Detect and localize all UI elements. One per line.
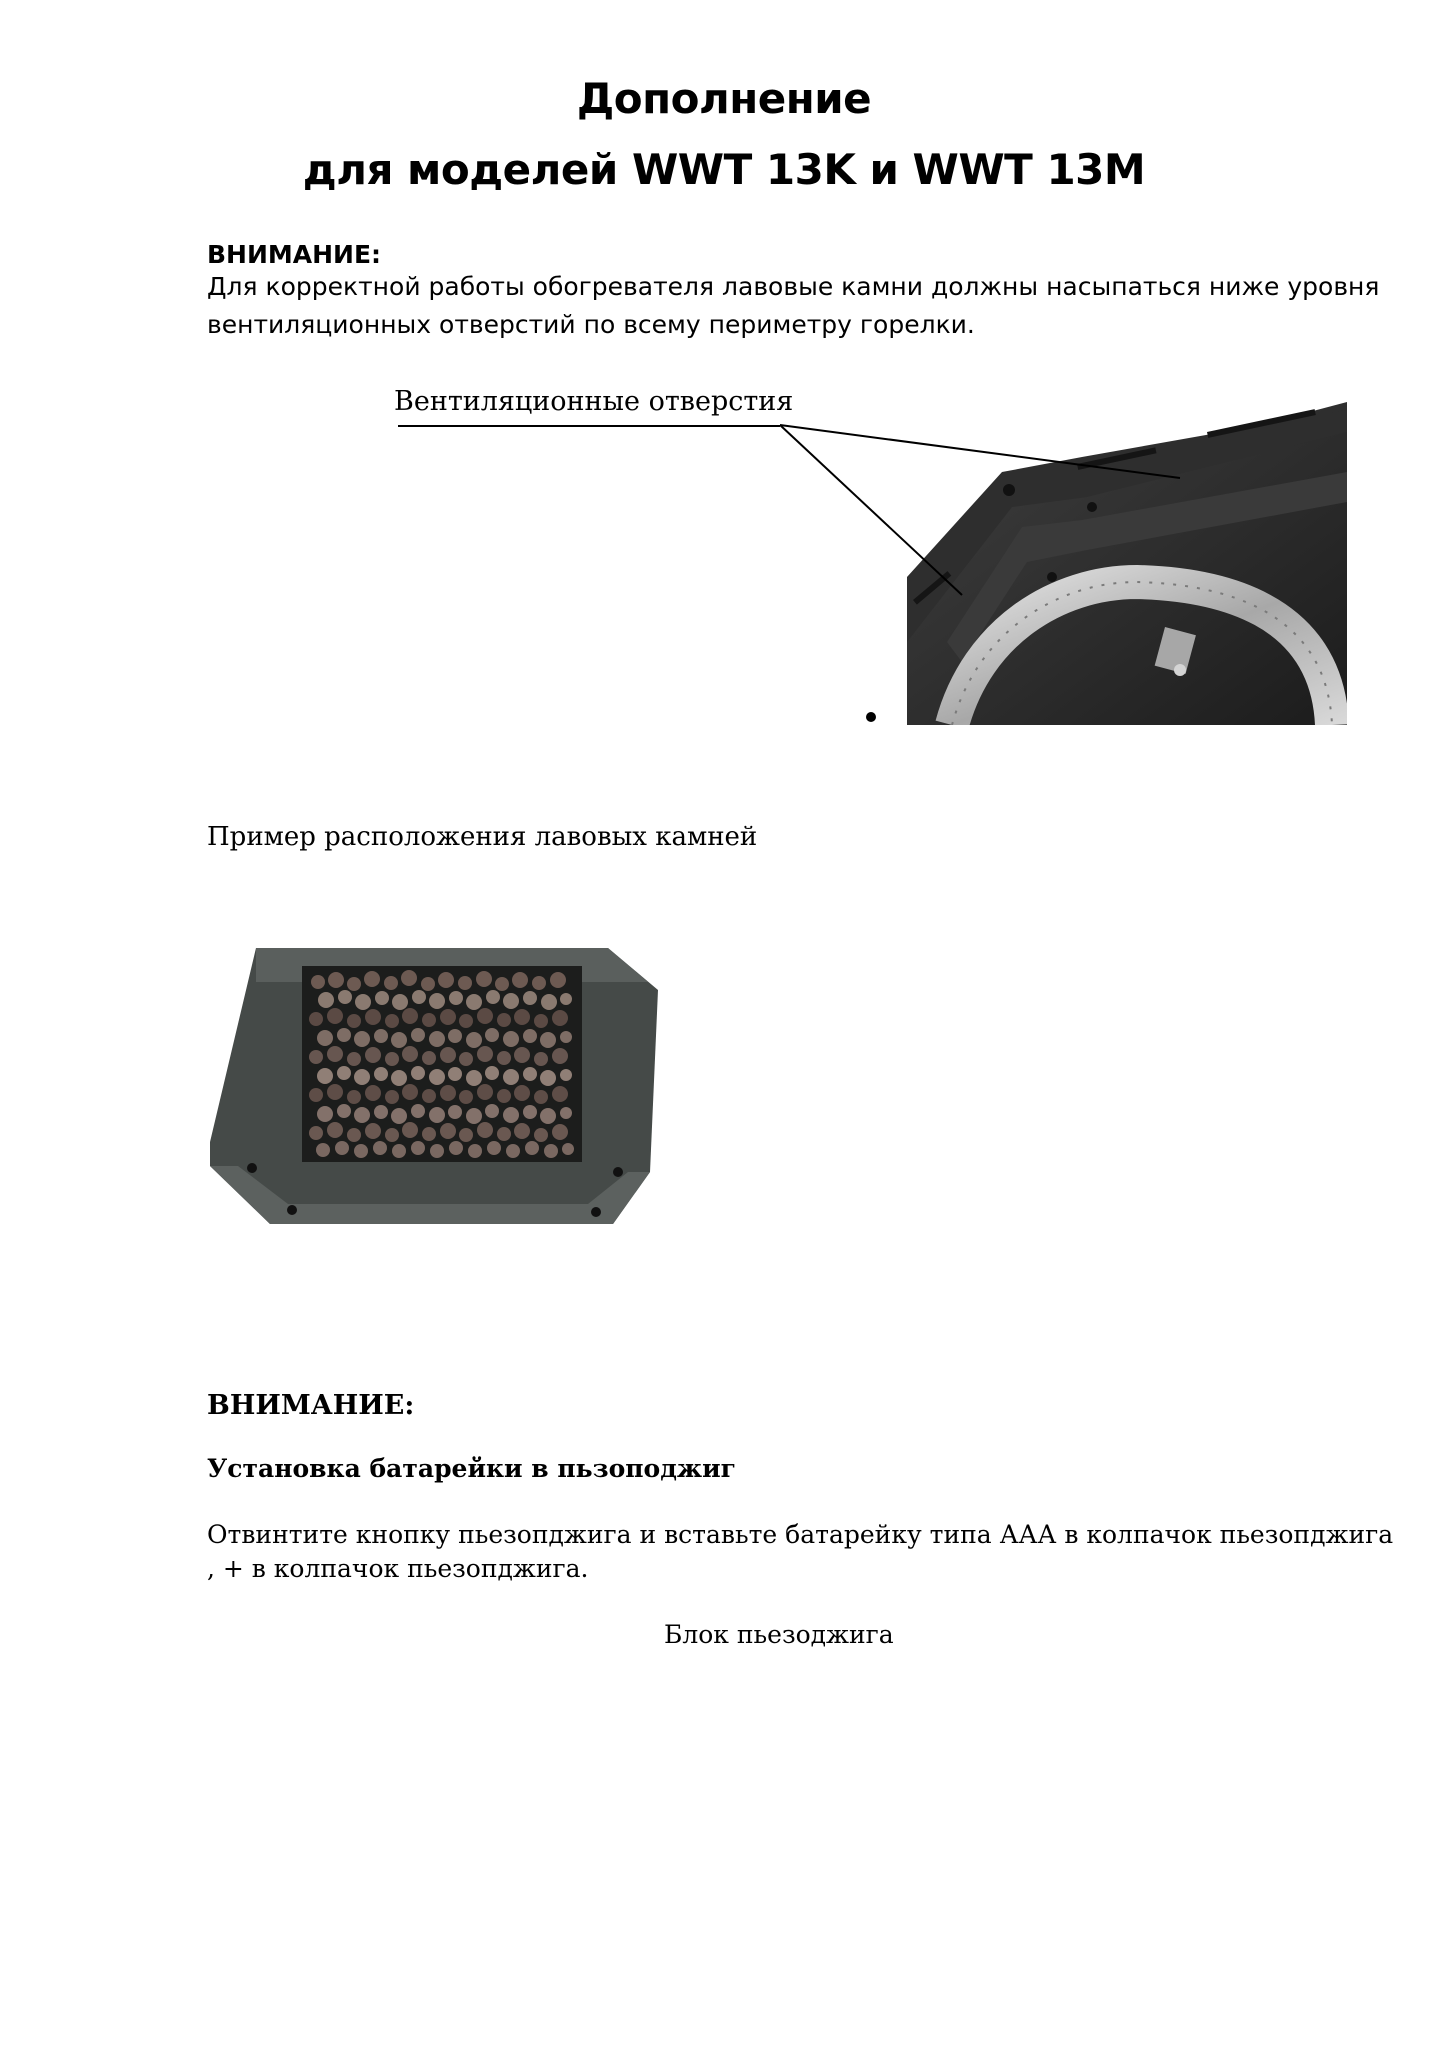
lava-stones-caption: Пример расположения лавовых камней xyxy=(207,822,758,852)
document-title-line1: Дополнение xyxy=(576,74,872,123)
bullet-mark xyxy=(866,712,876,722)
document-title-line2: для моделей WWT 13K и WWT 13M xyxy=(302,145,1146,194)
battery-instructions-line-1: Отвинтите кнопку пьезопджига и вставьте батарейку типа ААА в колпачок пьезопджига xyxy=(207,1520,1394,1549)
warning-line-1: Для корректной работы обогревателя лавовые камни должны насыпаться ниже уровня xyxy=(207,272,1380,301)
battery-instructions xyxy=(207,1518,1394,1586)
piezo-block-label: Блок пьезоджига xyxy=(664,1620,894,1649)
warning-line-2: вентиляционных отверстий по всему периметру горелки. xyxy=(207,310,975,339)
burner-photo xyxy=(907,402,1347,725)
ventilation-holes-label: Вентиляционные отверстия xyxy=(394,386,794,417)
label-underline xyxy=(398,425,780,427)
warning-heading: ВНИМАНИЕ: xyxy=(207,240,382,269)
battery-instructions-line-2: , + в колпачок пьезопджига. xyxy=(207,1554,589,1583)
lava-stones-photo xyxy=(208,942,696,1226)
battery-install-heading: Установка батарейки в пьзоподжиг xyxy=(207,1454,737,1483)
warning-paragraph xyxy=(207,268,1380,344)
warning-heading-2: ВНИМАНИЕ: xyxy=(207,1390,415,1421)
